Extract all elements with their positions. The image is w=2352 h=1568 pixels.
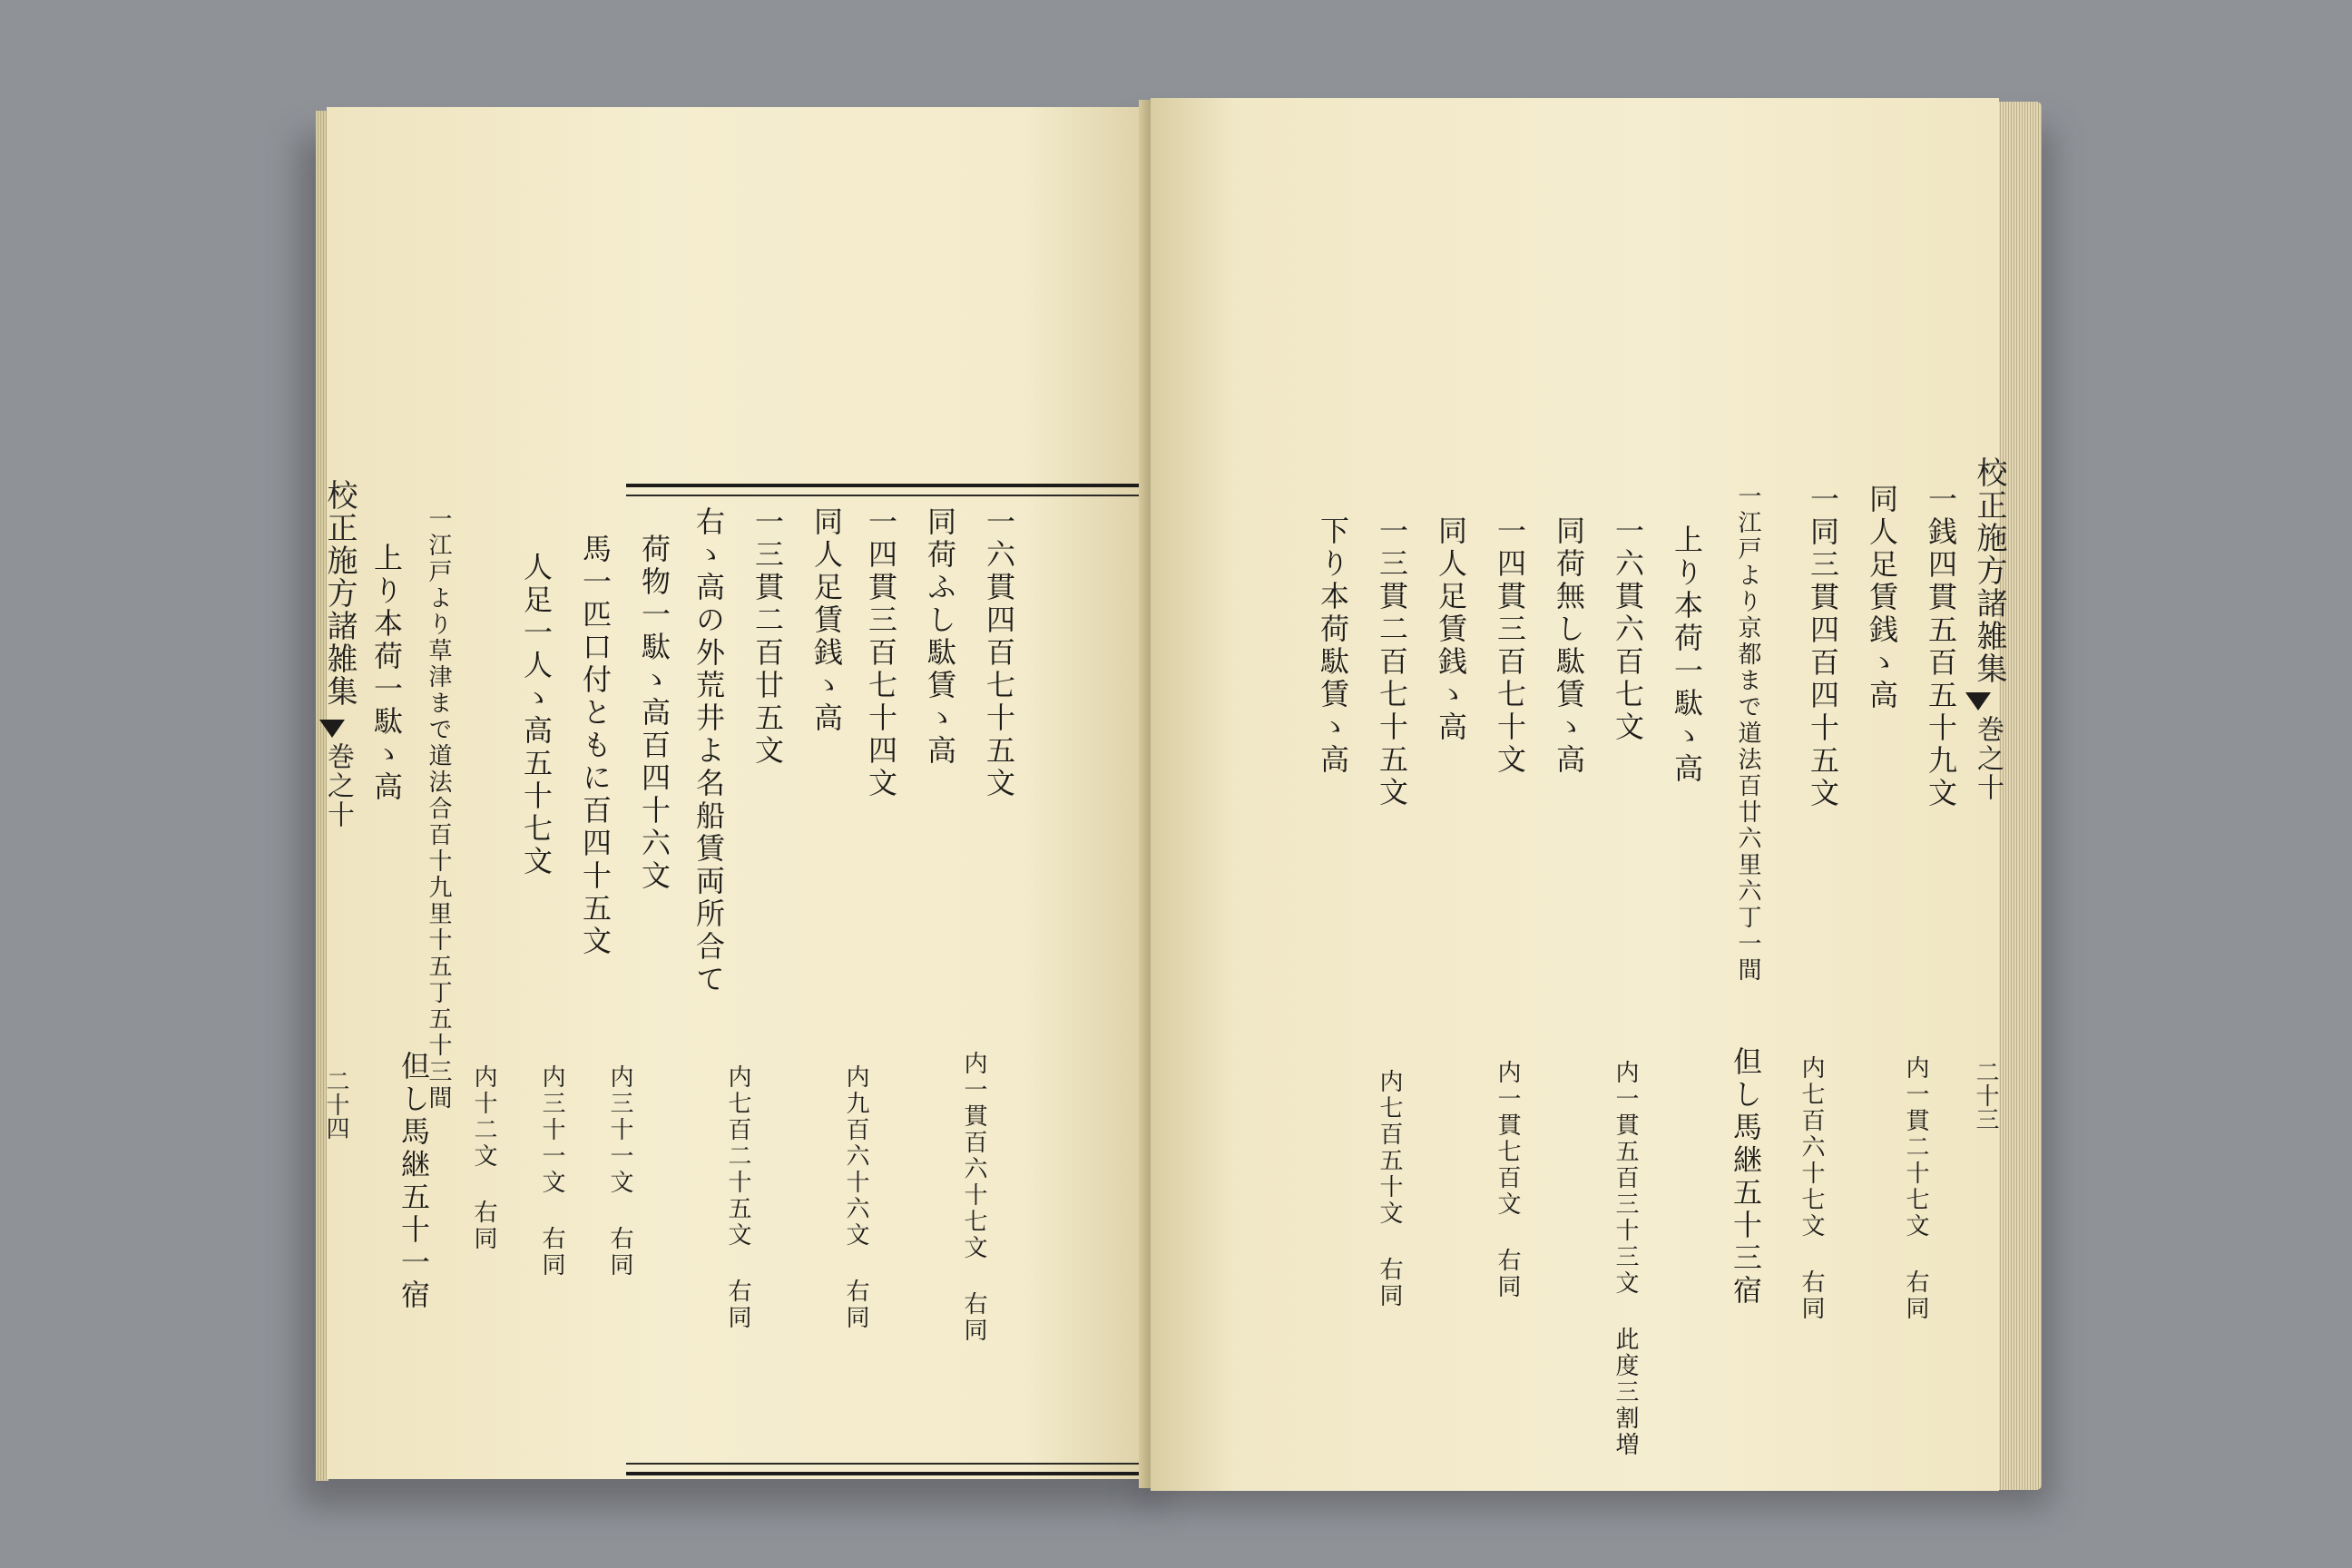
right-page-number: 二十三 — [1972, 1060, 1999, 1131]
left-col-4: 同人足賃銭ゝ高 — [809, 506, 844, 735]
left-col-5: 一三貫二百廿五文 — [750, 506, 785, 768]
right-col-10: 一三貫二百七十五文 — [1375, 515, 1409, 809]
right-col-1: 一銭四貫五百五十九文 — [1924, 484, 1958, 810]
right-col-7: 同荷無し駄賃ゝ高 — [1552, 515, 1586, 777]
left-lower-5: 内三十一文 右同 — [538, 1064, 565, 1279]
right-lower-6: 内七百五十文 右同 — [1376, 1069, 1403, 1309]
right-fishtail-mark — [1965, 692, 1991, 710]
right-page — [1151, 98, 2007, 1491]
left-margin-volume: 巻之十 — [322, 742, 354, 829]
right-lower-1: 内一貫二十七文 右同 — [1902, 1055, 1929, 1322]
left-col-7: 荷物一駄ゝ高百四十六文 — [637, 534, 671, 893]
left-lower-4: 内三十一文 右同 — [606, 1064, 633, 1279]
right-lower-2: 内七百六十七文 右同 — [1798, 1055, 1825, 1322]
left-col-2: 同荷ふし駄賃ゝ高 — [923, 506, 957, 768]
right-margin-volume: 巻之十 — [1972, 715, 2004, 802]
left-lower-7: 但し馬継五十一宿 — [397, 1051, 431, 1312]
left-lower-6: 内十二文 右同 — [470, 1064, 497, 1252]
right-margin-title: 校正施方諸雑集 — [1971, 456, 2007, 685]
right-col-8: 一四貫三百七十文 — [1493, 515, 1527, 777]
left-col-8: 馬一匹口付ともに百四十五文 — [578, 534, 612, 958]
left-lower-1: 内一貫百六十七文 右同 — [960, 1051, 987, 1344]
right-col-6: 一六貫六百七文 — [1611, 515, 1645, 744]
right-col-11: 下り本荷駄賃ゝ高 — [1316, 515, 1350, 777]
left-lower-2: 内九百六十六文 右同 — [842, 1064, 869, 1331]
left-margin-title: 校正施方諸雑集 — [321, 479, 358, 708]
left-col-1: 一六貫四百七十五文 — [982, 506, 1016, 800]
left-col-9: 人足一人ゝ高五十七文 — [519, 552, 554, 878]
right-col-9: 同人足賃銭ゝ高 — [1434, 515, 1468, 744]
right-col-2: 同人足賃銭ゝ高 — [1865, 484, 1899, 712]
right-lower-4: 内一貫五百三十三文 此度三割増 — [1612, 1060, 1639, 1458]
left-fishtail-mark — [319, 720, 345, 738]
left-col-11: 上り本荷一駄ゝ高 — [369, 543, 404, 804]
left-page — [321, 107, 1148, 1479]
left-page-number: 二十四 — [322, 1069, 349, 1140]
left-lower-3: 内七百二十五文 右同 — [724, 1064, 751, 1331]
left-col-3: 一四貫三百七十四文 — [864, 506, 898, 800]
left-col-10: 一江戸より草津まで道法合百十九里十五丁五十三間 — [425, 506, 452, 1112]
right-lower-5: 内一貫七百文 右同 — [1494, 1060, 1521, 1300]
right-col-4: 一江戸より京都まで道法百廿六里六丁一間 — [1734, 484, 1761, 984]
right-col-3: 一同三貫四百四十五文 — [1806, 484, 1840, 810]
right-lower-3: 但し馬継五十三宿 — [1729, 1046, 1763, 1308]
right-col-5: 上り本荷一駄ゝ高 — [1670, 524, 1704, 786]
left-col-6: 右ゝ高の外荒井よ名船賃両所合て — [691, 506, 726, 996]
